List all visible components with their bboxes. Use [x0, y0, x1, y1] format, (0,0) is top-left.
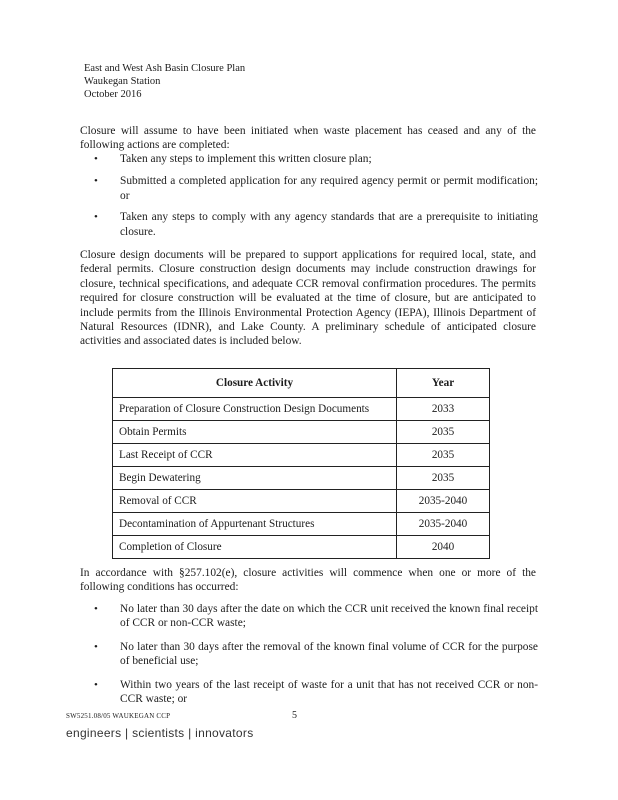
- initiation-actions-list: [92, 152, 538, 247]
- bullet-icon: •: [94, 211, 98, 224]
- year-cell: 2035-2040: [397, 490, 490, 513]
- design-paragraph: Closure design documents will be prepared to support applications for required local, state, and federal permits. Closure construction design documents may include construction drawings for closure, technical specifications, and adequate CCR removal confirmation procedures. The permits required for closure construction will be evaluated at the time of closure, but are anticipated to include permits from the Illinois Environmental Protection Agency (IEPA), Illinois Department of Natural Resources (IDNR), and Lake County. A preliminary schedule of anticipated closure activities and associated dates is included below.: [80, 249, 536, 348]
- bullet-icon: •: [94, 603, 98, 615]
- list-item: [92, 640, 538, 669]
- intro-paragraph: Closure will assume to have been initiated when waste placement has ceased and any of the following actions are completed:: [80, 125, 536, 152]
- activity-cell: Removal of CCR: [113, 490, 397, 513]
- table-row: [113, 421, 490, 444]
- table-row: [113, 513, 490, 536]
- list-item: [92, 602, 538, 631]
- activity-cell: Last Receipt of CCR: [113, 444, 397, 467]
- year-cell: 2035: [397, 421, 490, 444]
- conditions-intro-paragraph: In accordance with §257.102(e), closure activities will commence when one or more of the following conditions has occurred:: [80, 567, 536, 594]
- activity-cell: Preparation of Closure Construction Design Documents: [113, 398, 397, 421]
- list-item: [92, 210, 538, 239]
- bullet-icon: •: [94, 175, 98, 188]
- header-plan-title: East and West Ash Basin Closure Plan: [84, 63, 246, 74]
- table-row: [113, 467, 490, 490]
- footer-document-code: SW5251.08/05 WAUKEGAN CCP: [66, 712, 171, 720]
- table-row: [113, 536, 490, 559]
- table-row: [113, 398, 490, 421]
- list-item-text: No later than 30 days after the removal of the known final volume of CCR for the purpose of beneficial use;: [120, 640, 538, 668]
- document-header: [84, 62, 245, 101]
- closure-schedule-table: [112, 368, 490, 559]
- activity-cell: Decontamination of Appurtenant Structures: [113, 513, 397, 536]
- bullet-icon: •: [94, 678, 98, 691]
- table-row: [113, 444, 490, 467]
- activity-cell: Begin Dewatering: [113, 467, 397, 490]
- activity-cell: Completion of Closure: [113, 536, 397, 559]
- list-item: [92, 174, 538, 203]
- year-cell: 2035: [397, 444, 490, 467]
- list-item-text: Within two years of the last receipt of waste for a unit that has not received CCR or non-CCR waste; or: [120, 678, 538, 706]
- closure-conditions-list: [92, 602, 538, 715]
- year-cell: 2033: [397, 398, 490, 421]
- activity-cell: Obtain Permits: [113, 421, 397, 444]
- table-row: [113, 490, 490, 513]
- bullet-icon: •: [94, 640, 98, 653]
- list-item-text: Submitted a completed application for any required agency permit or permit modification; or: [120, 175, 538, 202]
- column-header-year: Year: [397, 369, 490, 398]
- page-number: 5: [292, 710, 297, 721]
- bullet-icon: •: [94, 153, 98, 165]
- footer-tagline: engineers | scientists | innovators: [66, 726, 254, 740]
- table-header-row: [113, 369, 490, 398]
- header-date: October 2016: [84, 89, 142, 100]
- year-cell: 2035: [397, 467, 490, 490]
- column-header-activity: Closure Activity: [113, 369, 397, 398]
- header-station: Waukegan Station: [84, 76, 161, 87]
- list-item-text: Taken any steps to implement this written closure plan;: [120, 153, 372, 165]
- list-item-text: Taken any steps to comply with any agency standards that are a prerequisite to initiating closure.: [120, 211, 538, 238]
- list-item-text: No later than 30 days after the date on which the CCR unit received the known final receipt of CCR or non-CCR waste;: [120, 603, 538, 630]
- list-item: [92, 152, 538, 166]
- year-cell: 2035-2040: [397, 513, 490, 536]
- year-cell: 2040: [397, 536, 490, 559]
- list-item: [92, 678, 538, 707]
- closure-schedule-table-wrap: [112, 368, 492, 559]
